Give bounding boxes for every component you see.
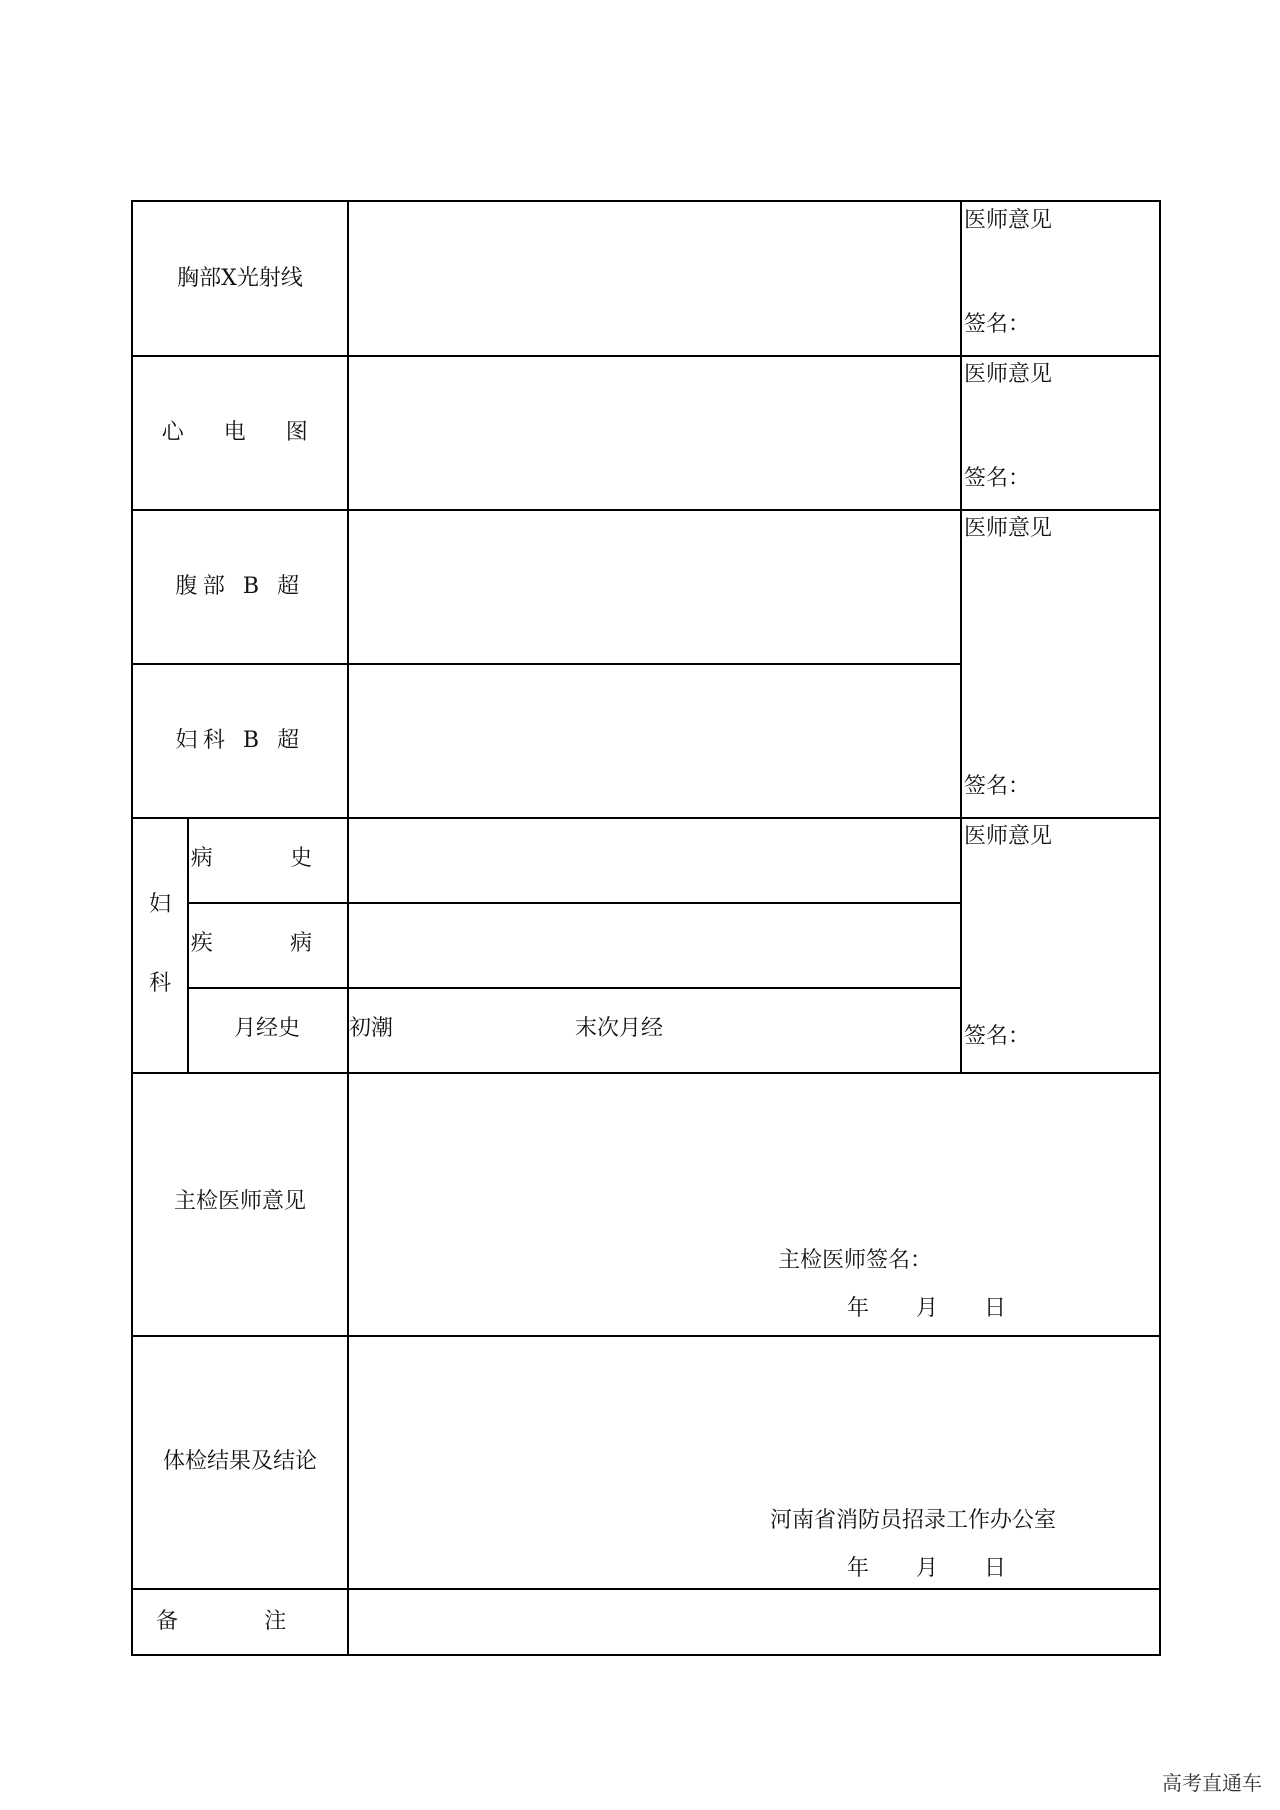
watermark: 高考直通车	[1162, 1771, 1262, 1795]
opinion-column-divider	[960, 202, 962, 1072]
gynecology-opinion-label: 医师意见	[964, 824, 1053, 849]
chief-doctor-opinion-label: 主检医师意见	[173, 1189, 307, 1214]
gynecology-signature-label: 签名：	[964, 1024, 1031, 1049]
result-year: 年	[847, 1556, 870, 1581]
row-divider-ecg	[133, 509, 1159, 511]
row-divider-chest	[133, 355, 1159, 357]
ultrasound-signature-label: 签名：	[964, 774, 1031, 799]
disease-label: 疾 病	[190, 931, 348, 956]
menstrual-history-label: 月经史	[233, 1016, 301, 1041]
ultrasound-opinion-label: 医师意见	[964, 516, 1053, 541]
chief-doctor-day: 日	[984, 1296, 1007, 1321]
row-divider-history	[187, 902, 962, 904]
chief-doctor-month: 月	[916, 1296, 939, 1321]
last-period-label: 末次月经	[575, 1016, 664, 1041]
result-month: 月	[916, 1556, 939, 1581]
row-divider-abdominal	[133, 663, 962, 665]
gynecology-group-label-2: 科	[148, 971, 172, 996]
ecg-opinion-label: 医师意见	[964, 362, 1053, 387]
chest-xray-label: 胸部X光射线	[177, 266, 303, 291]
gyn-b-ultrasound-label: 妇科 B 超	[175, 728, 305, 753]
physical-exam-form	[131, 200, 1161, 1656]
remarks-label: 备 注	[156, 1609, 326, 1634]
gynecology-group-label-1: 妇	[148, 892, 172, 917]
chief-doctor-signature-label: 主检医师签名：	[778, 1248, 933, 1273]
chief-doctor-year: 年	[847, 1296, 870, 1321]
label-column-divider	[347, 202, 349, 1654]
chest-xray-signature-label: 签名：	[964, 312, 1031, 337]
medical-history-label: 病 史	[190, 846, 348, 871]
menarche-label: 初潮	[349, 1016, 394, 1041]
chest-xray-opinion-label: 医师意见	[964, 208, 1053, 233]
issuing-office: 河南省消防员招录工作办公室	[770, 1508, 1057, 1533]
exam-result-label: 体检结果及结论	[162, 1449, 318, 1474]
ecg-signature-label: 签名：	[964, 466, 1031, 491]
ecg-label: 心 电 图	[161, 420, 325, 445]
row-divider-result	[133, 1588, 1159, 1590]
result-day: 日	[984, 1556, 1007, 1581]
row-divider-gynecology	[133, 1072, 1159, 1074]
row-divider-chief	[133, 1335, 1159, 1337]
row-divider-gyn-b	[133, 817, 1159, 819]
abdominal-b-ultrasound-label: 腹部 B 超	[175, 574, 305, 599]
gynecology-group-divider	[187, 817, 189, 1072]
row-divider-disease	[187, 987, 962, 989]
